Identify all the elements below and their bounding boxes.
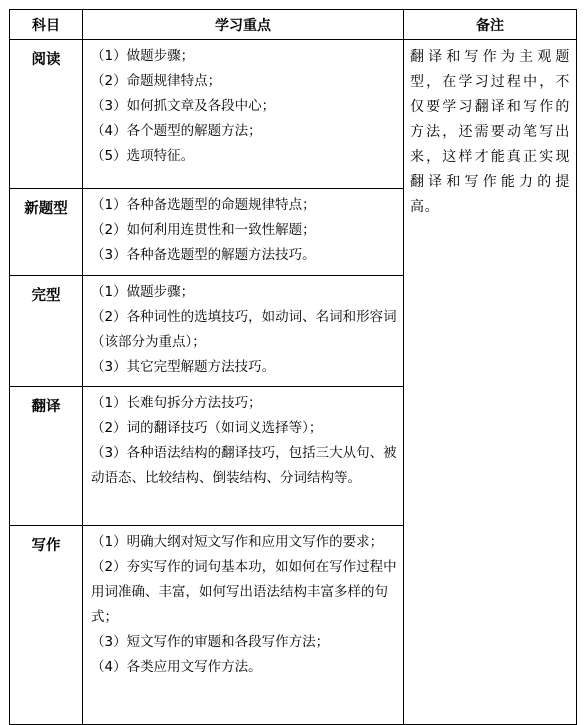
focus-item: （2）命题规律特点； [91,73,222,89]
subject-cell: 翻译 [10,387,83,526]
header-subject: 科目 [10,10,83,40]
focus-item: （1）做题步骤； [91,48,195,64]
focus-item: （3）如何抓文章及各段中心； [91,98,276,114]
focus-item: （3）各种语法结构的翻译技巧，包括三大从句、被动语态、比较结构、倒装结构、分词结构等。 [91,445,397,486]
header-row [10,10,577,40]
focus-item: （3）其它完型解题方法技巧。 [91,359,276,375]
focus-item: （2）词的翻译技巧（如词义选择等）； [91,420,323,436]
focus-cell [83,189,404,276]
focus-item: （1）明确大纲对短文写作和应用文写作的要求； [91,534,384,550]
focus-item: （4）各个题型的解题方法； [91,123,262,139]
subject-cell: 完型 [10,276,83,387]
subject-cell: 新题型 [10,189,83,276]
focus-item: （2）如何利用连贯性和一致性解题； [91,222,316,238]
study-focus-table [9,9,577,725]
table-row [10,40,577,189]
focus-item: （3）短文写作的审题和各段写作方法； [91,634,330,650]
focus-item: （1）长难句拆分方法技巧； [91,395,262,411]
focus-cell [83,387,404,526]
notes-cell: 翻译和写作为主观题型，在学习过程中，不仅要学习翻译和写作的方法，还需要动笔写出来，这样才能真正实现翻译和写作能力的提高。 [404,40,577,725]
header-focus: 学习重点 [83,10,404,40]
focus-item: （1）各种备选题型的命题规律特点； [91,197,316,213]
focus-cell [83,526,404,725]
subject-cell: 阅读 [10,40,83,189]
focus-item: （2）夯实写作的词句基本功，如如何在写作过程中用词准确、丰富，如何写出语法结构丰富多样的句式； [91,559,397,625]
focus-cell [83,40,404,189]
focus-item: （2）各种词性的选填技巧，如动词、名词和形容词（该部分为重点）； [91,309,397,350]
focus-item: （4）各类应用文写作方法。 [91,659,262,675]
header-notes: 备注 [404,10,577,40]
subject-cell: 写作 [10,526,83,725]
focus-item: （5）选项特征。 [91,148,195,164]
focus-item: （1）做题步骤； [91,284,195,300]
focus-item: （3）各种备选题型的解题方法技巧。 [91,247,316,263]
focus-cell [83,276,404,387]
